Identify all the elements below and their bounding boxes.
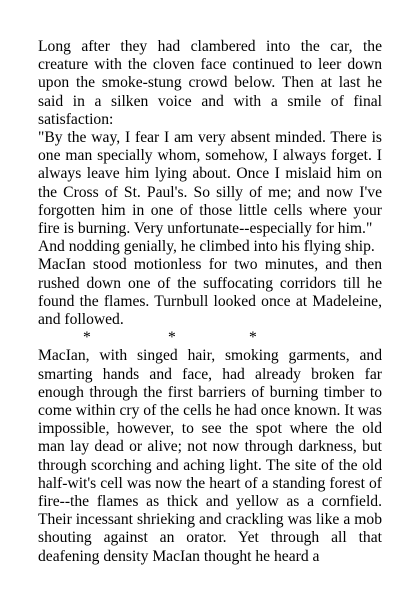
paragraph-3: And nodding genially, he climbed into his flying ship. xyxy=(38,238,375,256)
paragraph-1: Long after they had clambered into the car, the creature with the cloven face continued to leer down upon the smoke-stung crowd below. Then at last he said in a silken voice and with a smile of final satisfaction: xyxy=(38,38,382,128)
page-text xyxy=(38,38,382,566)
paragraph-2: "By the way, I fear I am very absent minded. There is one man specially whom, somehow, I always forget. I always leave him lying about. Once I mislaid him on the Cross of St. Paul's. So silly of me; and now I've forgotten him in one of those little cells where your fire is burning. Very unfortunate--especially for him." xyxy=(38,129,382,238)
paragraph-4: MacIan stood motionless for two minutes, and then rushed down one of the suffocating corridors till he found the flames. Turnbull looked once at Madeleine, and followed. xyxy=(38,256,382,329)
paragraph-5: MacIan, with singed hair, smoking garments, and smarting hands and face, had already broken far enough through the first barriers of burning timber to come within cry of the cells he had once known. It was impossible, however, to see the spot where the old man lay dead or alive; not now through darkness, but through scorching and aching light. The site of the old half-wit's cell was now the heart of a standing forest of fire--the flames as thick and yellow as a cornfield. Their incessant shrieking and crackling was like a mob shouting against an orator. Yet through all that deafening density MacIan thought he heard a xyxy=(38,347,382,565)
separator-asterisk: * xyxy=(249,329,257,347)
separator-asterisk: * xyxy=(83,329,91,347)
section-separator xyxy=(38,329,382,347)
separator-asterisk: * xyxy=(168,329,176,347)
